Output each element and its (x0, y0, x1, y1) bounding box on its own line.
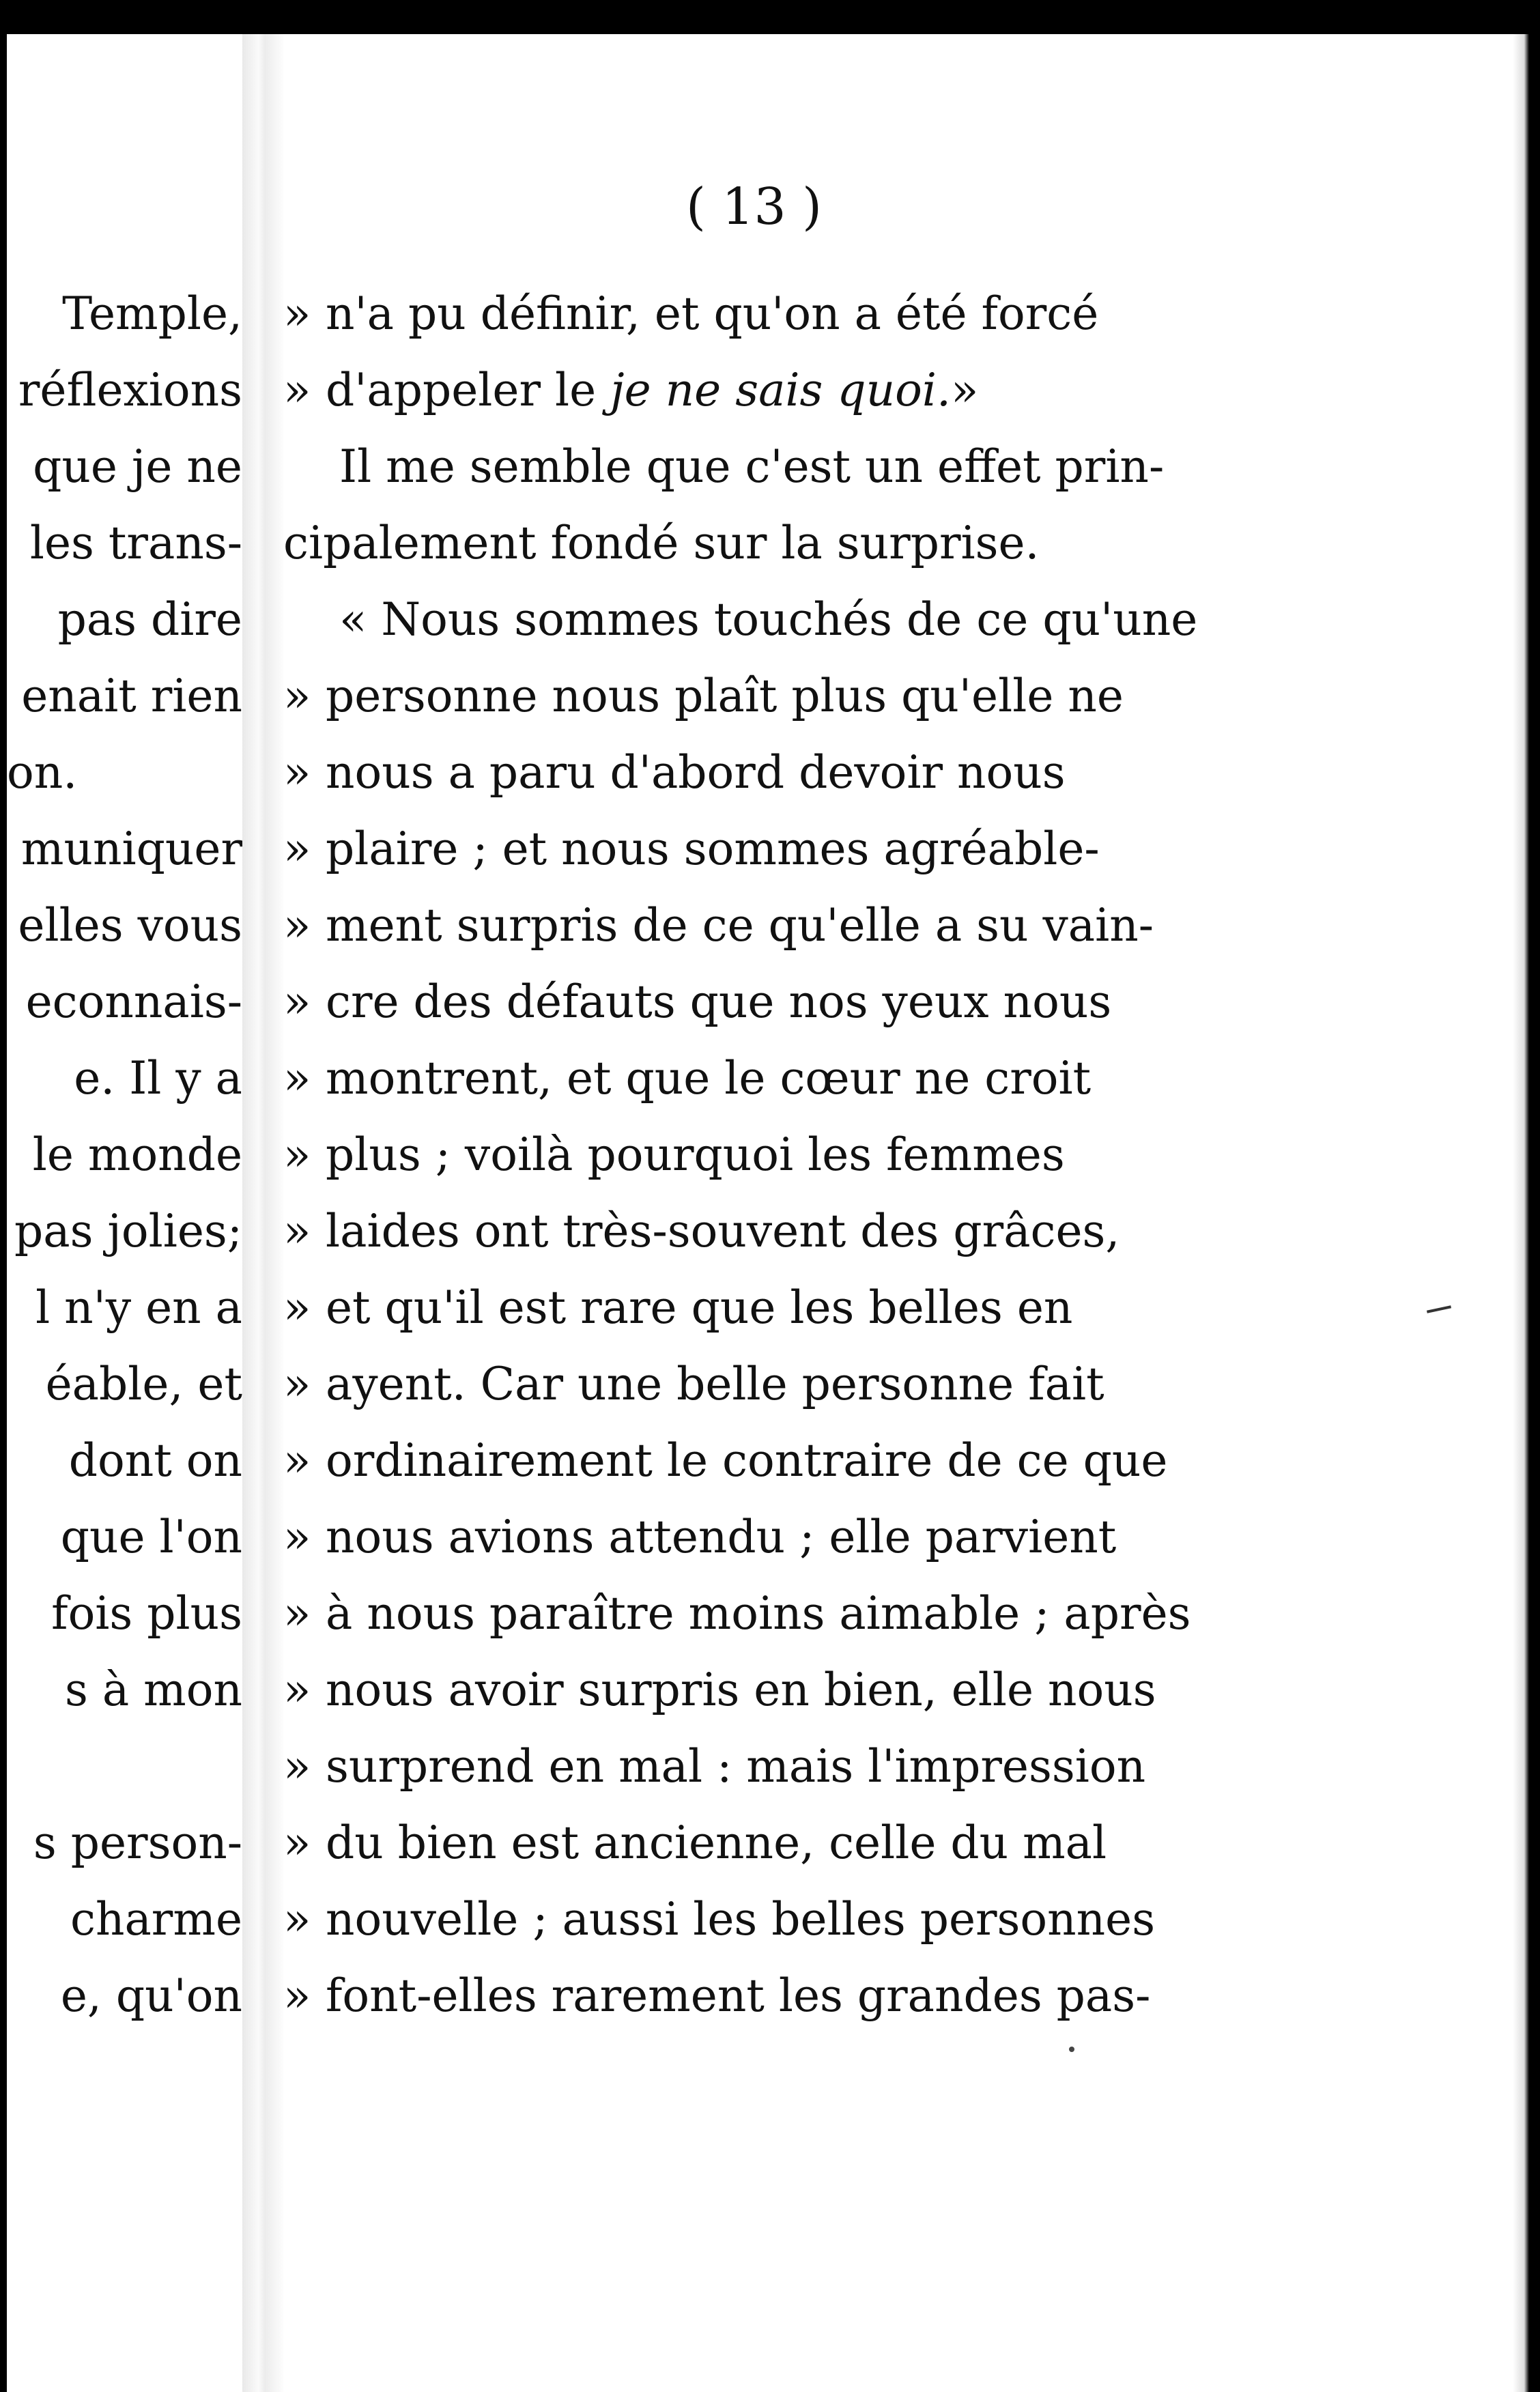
line-text: ordinairement le contraire de ce que (326, 1434, 1168, 1487)
left-page-line: éable, et (45, 1358, 242, 1410)
text-line (283, 745, 1066, 800)
page-edge-shadow (1513, 34, 1529, 2392)
line-text: du bien est ancienne, celle du mal (326, 1817, 1107, 1869)
continuation-quote: » (283, 899, 311, 952)
text-line (283, 516, 1040, 571)
line-text: nouvelle ; aussi les belles personnes (326, 1893, 1156, 1946)
text-line (283, 1739, 1145, 1794)
line-text: n'a pu définir, et qu'on a été forcé (326, 287, 1099, 340)
text-line (283, 1281, 1072, 1335)
left-page-line: charme (70, 1893, 242, 1946)
left-page-line: le monde (32, 1128, 242, 1181)
italic-phrase: je ne sais quoi. (610, 364, 951, 416)
continuation-quote: » (283, 746, 311, 799)
left-page-line: pas dire (57, 593, 242, 646)
text-line (283, 1892, 1155, 1947)
line-text: nous avoir surpris en bien, elle nous (326, 1664, 1156, 1716)
continuation-quote: » (283, 1587, 311, 1640)
text-line (283, 898, 1154, 953)
line-text: laides ont très-souvent des grâces, (326, 1205, 1120, 1257)
continuation-quote: » (283, 1128, 311, 1181)
stray-ink-dot (1069, 2047, 1074, 2052)
line-text: cipalement fondé sur la surprise. (283, 517, 1040, 569)
continuation-quote: » (283, 1817, 311, 1869)
left-page-line: que l'on (60, 1511, 242, 1563)
text-line (283, 1128, 1065, 1182)
line-text: cre des défauts que nos yeux nous (326, 976, 1112, 1028)
text-line (283, 1663, 1156, 1718)
continuation-quote: » (283, 364, 311, 416)
line-text: à nous paraître moins aimable ; après (326, 1587, 1191, 1640)
page-number: ( 13 ) (686, 177, 822, 236)
left-page-line: dont on (68, 1434, 242, 1487)
line-text: Il me semble que c'est un effet prin- (339, 440, 1165, 493)
text-line (283, 1586, 1191, 1641)
text-line (283, 822, 1100, 877)
line-text: font-elles rarement les grandes pas- (326, 1969, 1151, 2022)
left-page-line: elles vous (18, 899, 242, 952)
line-text: ment surpris de ce qu'elle a su vain- (326, 899, 1154, 952)
right-page (283, 34, 1529, 2392)
continuation-quote: » (283, 1052, 311, 1105)
continuation-quote: » (283, 1664, 311, 1716)
continuation-quote: » (283, 670, 311, 722)
text-line (283, 1510, 1116, 1565)
text-line (283, 1357, 1104, 1412)
left-page-line: les trans- (29, 517, 242, 569)
closing-quote: » (950, 364, 979, 416)
line-text: personne nous plaît plus qu'elle ne (326, 670, 1124, 722)
line-text: d'appeler le (326, 364, 597, 416)
paragraph-start-line (339, 440, 1164, 494)
line-text: plaire ; et nous sommes agréable- (326, 823, 1100, 875)
continuation-quote: » (283, 1893, 311, 1946)
line-text: ayent. Car une belle personne fait (326, 1358, 1104, 1410)
continuation-quote: » (283, 1358, 311, 1410)
continuation-quote: » (283, 976, 311, 1028)
text-line (283, 1816, 1107, 1870)
left-page-line: que je ne (33, 440, 242, 493)
paragraph-start-line (339, 593, 1197, 647)
left-page (7, 34, 242, 2392)
text-line (283, 975, 1111, 1029)
line-text: montrent, et que le cœur ne croit (326, 1052, 1092, 1105)
line-text: et qu'il est rare que les belles en (326, 1281, 1073, 1334)
left-page-line: Temple, (62, 287, 242, 340)
continuation-quote: » (283, 287, 311, 340)
continuation-quote: » (283, 1740, 311, 1793)
continuation-quote: » (283, 1511, 311, 1563)
line-text: « Nous sommes touchés de ce qu'une (339, 593, 1198, 646)
text-line (283, 1969, 1150, 2023)
left-page-line: enait rien (21, 670, 242, 722)
left-page-line: s à mon (64, 1664, 242, 1716)
text-line (283, 363, 978, 418)
line-text: plus ; voilà pourquoi les femmes (326, 1128, 1065, 1181)
book-gutter (242, 34, 283, 2392)
continuation-quote: » (283, 1969, 311, 2022)
line-text: nous a paru d'abord devoir nous (326, 746, 1066, 799)
line-text: nous avions attendu ; elle parvient (326, 1511, 1117, 1563)
left-page-line: muniquer (20, 823, 242, 875)
left-page-line: fois plus (51, 1587, 242, 1640)
left-page-line: l n'y en a (35, 1281, 242, 1334)
text-line (283, 1434, 1167, 1488)
left-page-line: s person- (33, 1817, 242, 1869)
left-page-line: e. Il y a (74, 1052, 242, 1105)
continuation-quote: » (283, 1434, 311, 1487)
left-page-line: econnais- (25, 976, 242, 1028)
left-page-line: réflexions (18, 364, 242, 416)
text-line (283, 1051, 1091, 1106)
left-page-line: on. (7, 746, 78, 799)
text-line (283, 287, 1098, 341)
left-page-line: e, qu'on (60, 1969, 242, 2022)
continuation-quote: » (283, 823, 311, 875)
continuation-quote: » (283, 1205, 311, 1257)
text-line (283, 669, 1124, 724)
continuation-quote: » (283, 1281, 311, 1334)
line-text: surprend en mal : mais l'impression (326, 1740, 1146, 1793)
left-page-line: pas jolies; (14, 1205, 242, 1257)
scanned-book-spread (7, 34, 1529, 2392)
text-line (283, 1204, 1120, 1259)
